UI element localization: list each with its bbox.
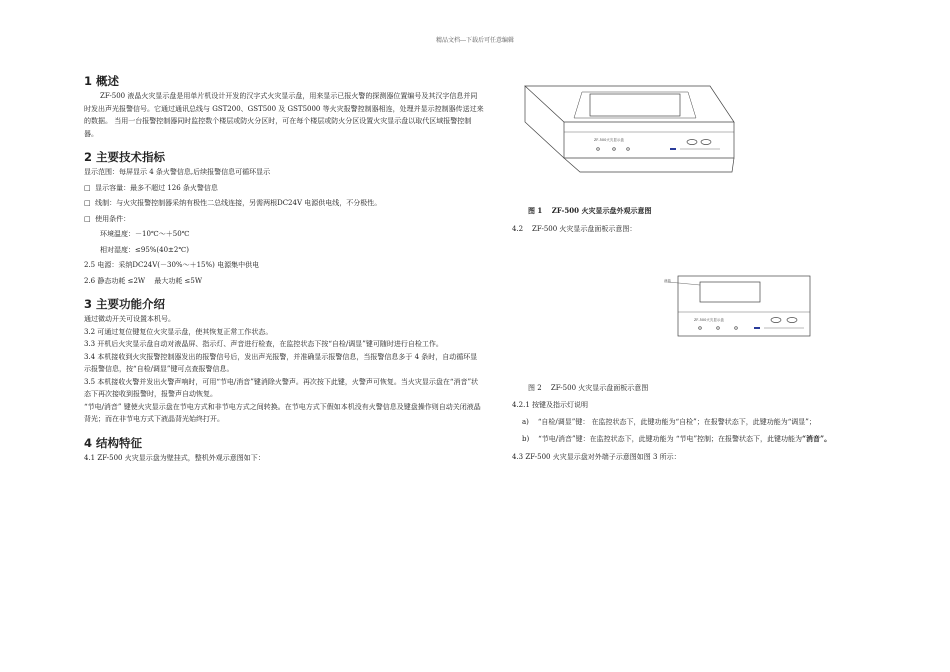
section-4-title: 4 结构特征 (84, 435, 143, 450)
spec-consumption: 2.6 静态功耗 ≤2W 最大功耗 ≤5W (84, 276, 203, 285)
section-3-title: 3 主要功能介绍 (84, 297, 166, 311)
list-marker: a) (522, 418, 529, 426)
spec-display-range: 显示范围：每屏显示 4 条火警信息,后续报警信息可循环显示 (84, 168, 271, 176)
func-reset: 3.2 可通过复位键复位火灾显示盘，使其恢复正常工作状态。 (84, 327, 273, 336)
page-header: 精品文档---下载后可任意编辑 (435, 37, 515, 44)
func-selftest: 3.3 开机后火灾显示盘自动对液晶屏、指示灯、声音进行检查，在监控状态下按“自检/调显”键可随时进行自检工作。 (84, 340, 443, 348)
spec-capacity: □ 显示容量：最多不超过 126 条火警信息 (84, 183, 218, 192)
section-1-title: 1 概述 (84, 74, 120, 88)
left-column (84, 72, 484, 464)
spec-wiring: □ 线制：与火灾报警控制器采纳有极性二总线连接，另需两根DC24V 电源供电线，不分极性。 (84, 199, 382, 207)
key-silence-desc: b) “节电/消音”键：在监控状态下，此键功能为 “节电”控制；在报警状态下，此键功能为“消音”。 (522, 434, 832, 443)
figure-1-caption: 图 1 ZF-500 火灾显示盘外观示意图 (528, 206, 652, 215)
figure-2-caption: 图 2 ZF-500 火灾显示盘面板示意图 (528, 384, 649, 392)
func-address: 通过微动开关可设置本机号。 (84, 315, 175, 323)
figure-1-panel-label: ZF-500火灾显示盘 (594, 138, 624, 142)
list-marker: b) (522, 435, 530, 443)
figure-2-intro: 4.2 ZF-500 火灾显示盘面板示意图： (512, 225, 637, 233)
bullet-marker: □ (84, 214, 91, 223)
figure-2-panel-label: ZF-500火灾显示盘 (694, 318, 724, 322)
section-number: 4.2 (512, 225, 524, 233)
section-1-paragraph: ZF-500 液晶火灾显示盘是用单片机设计开发的汉字式火灾显示盘，用来显示已报火警的探测器位置编号及其汉字信息并同时发出声光报警信号。它通过通讯总线与 GST200、GST500 及 GST5000 等火灾报警控制器相连，处理并显示控制器传送过来的数据。 当用一台报警控制器同时监控数个楼层或防火分区时，可在每个楼层或防火分区设置火灾显示盘以取代区域报警控制器。 (84, 92, 484, 138)
bullet-marker: □ (84, 199, 91, 207)
spec-power: 2.5 电源：采纳DC24V(－30%～＋15%) 电源集中供电 (84, 261, 260, 269)
func-silence: 3.5 本机接收火警并发出火警声响时，可用“节电/消音”键消除火警声。再次按下此键，火警声可恢复。当火灾显示盘在“消音”状态下再次接收到报警时，报警声自动恢复。 (84, 377, 479, 398)
section-2-title: 2 主要技术指标 (84, 150, 166, 164)
func-power-save: “节电/消音” 键使火灾显示盘在节电方式和非节电方式之间转换。在节电方式下假如本机没有火警信息及键盘操作则自动关闭液晶背光；而在非节电方式下液晶背光始终打开。 (84, 402, 481, 423)
figure-2-front-panel-drawing (664, 272, 816, 342)
spec-conditions: □ 使用条件： (84, 214, 131, 223)
bullet-marker: □ (84, 183, 91, 192)
figure-1-exterior-drawing (520, 82, 738, 182)
figure-2-side-label: 液晶 (664, 279, 671, 283)
spec-humidity: 相对湿度：≤95%(40±2℃) (100, 245, 189, 254)
section-4-2-1: 4.2.1 按键及指示灯说明 (512, 401, 589, 409)
spec-temperature: 环境温度：－10℃～＋50℃ (100, 230, 190, 238)
key-selftest-desc: a) “自检/调显”键： 在监控状态下，此键功能为“自检”；在报警状态下，此键功能为“调显”； (522, 418, 816, 426)
section-4-3: 4.3 ZF-500 火灾显示盘对外端子示意图如图 3 所示： (512, 453, 681, 461)
func-alarm: 3.4 本机接收到火灾报警控制器发出的报警信号后，发出声光报警，并准确显示报警信息，当报警信息多于 4 条时，自动循环显示报警信息，按“自检/调显”键可点查报警信息。 (84, 352, 478, 373)
struct-mount: 4.1 ZF-500 火灾显示盘为壁挂式，整机外观示意图如下： (84, 453, 265, 462)
